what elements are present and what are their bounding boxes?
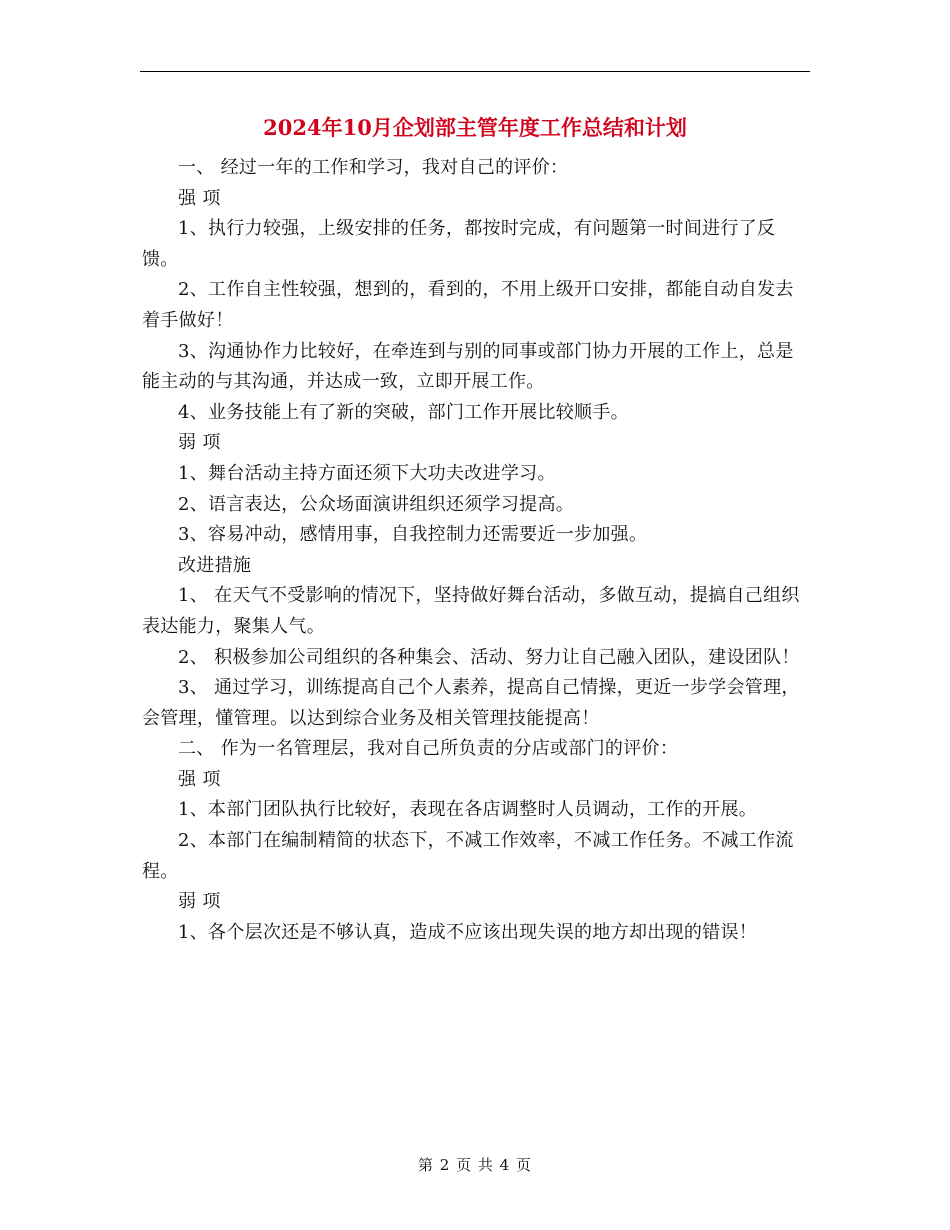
section-heading-1: 一、 经过一年的工作和学习，我对自己的评价： — [178, 157, 569, 178]
document-title: 2024年10月企划部主管年度工作总结和计划 — [263, 115, 687, 140]
paragraph: 3、 通过学习，训练提高自己个人素养，提高自己情操，更近一步学会管理，会管理，懂管理。以达到综合业务及相关管理技能提高！ — [142, 677, 800, 729]
paragraph: 1、各个层次还是不够认真，造成不应该出现失误的地方却出现的错误！ — [178, 921, 758, 943]
paragraph: 4、业务技能上有了新的突破，部门工作开展比较顺手。 — [178, 401, 629, 423]
paragraph: 2、语言表达，公众场面演讲组织还须学习提高。 — [178, 493, 575, 515]
paragraph: 2、 积极参加公司组织的各种集会、活动、努力让自己融入团队，建设团队！ — [178, 646, 800, 668]
header-rule — [140, 71, 810, 72]
paragraph: 1、执行力较强，上级安排的任务，都按时完成，有问题第一时间进行了反馈。 — [142, 218, 776, 270]
subheading-weaknesses-1: 弱 项 — [178, 432, 221, 454]
paragraph: 2、工作自主性较强，想到的，看到的，不用上级开口安排，都能自动自发去着手做好！ — [142, 279, 794, 331]
subheading-strengths-2: 强 项 — [178, 768, 221, 790]
subheading-weaknesses-2: 弱 项 — [178, 891, 221, 913]
paragraph: 1、舞台活动主持方面还须下大功夫改进学习。 — [178, 462, 556, 484]
paragraph: 1、 在天气不受影响的情况下，坚持做好舞台活动，多做互动，提搞自己组织表达能力，聚集人气。 — [142, 585, 800, 637]
section-heading-2: 二、 作为一名管理层，我对自己所负责的分店或部门的评价： — [178, 738, 679, 760]
document-body — [142, 153, 810, 948]
page-number: 第 2 页 共 4 页 — [418, 1156, 532, 1174]
paragraph: 2、本部门在编制精简的状态下，不减工作效率，不减工作任务。不减工作流程。 — [142, 830, 794, 882]
subheading-strengths-1: 强 项 — [178, 187, 221, 209]
paragraph: 3、容易冲动，感情用事，自我控制力还需要近一步加强。 — [178, 524, 648, 546]
paragraph: 3、沟通协作力比较好，在牵连到与别的同事或部门协力开展的工作上，总是能主动的与其沟通，并达成一致，立即开展工作。 — [142, 340, 794, 393]
subheading-improvements: 改进措施 — [178, 554, 252, 576]
paragraph: 1、本部门团队执行比较好，表现在各店调整时人员调动，工作的开展。 — [178, 799, 758, 821]
